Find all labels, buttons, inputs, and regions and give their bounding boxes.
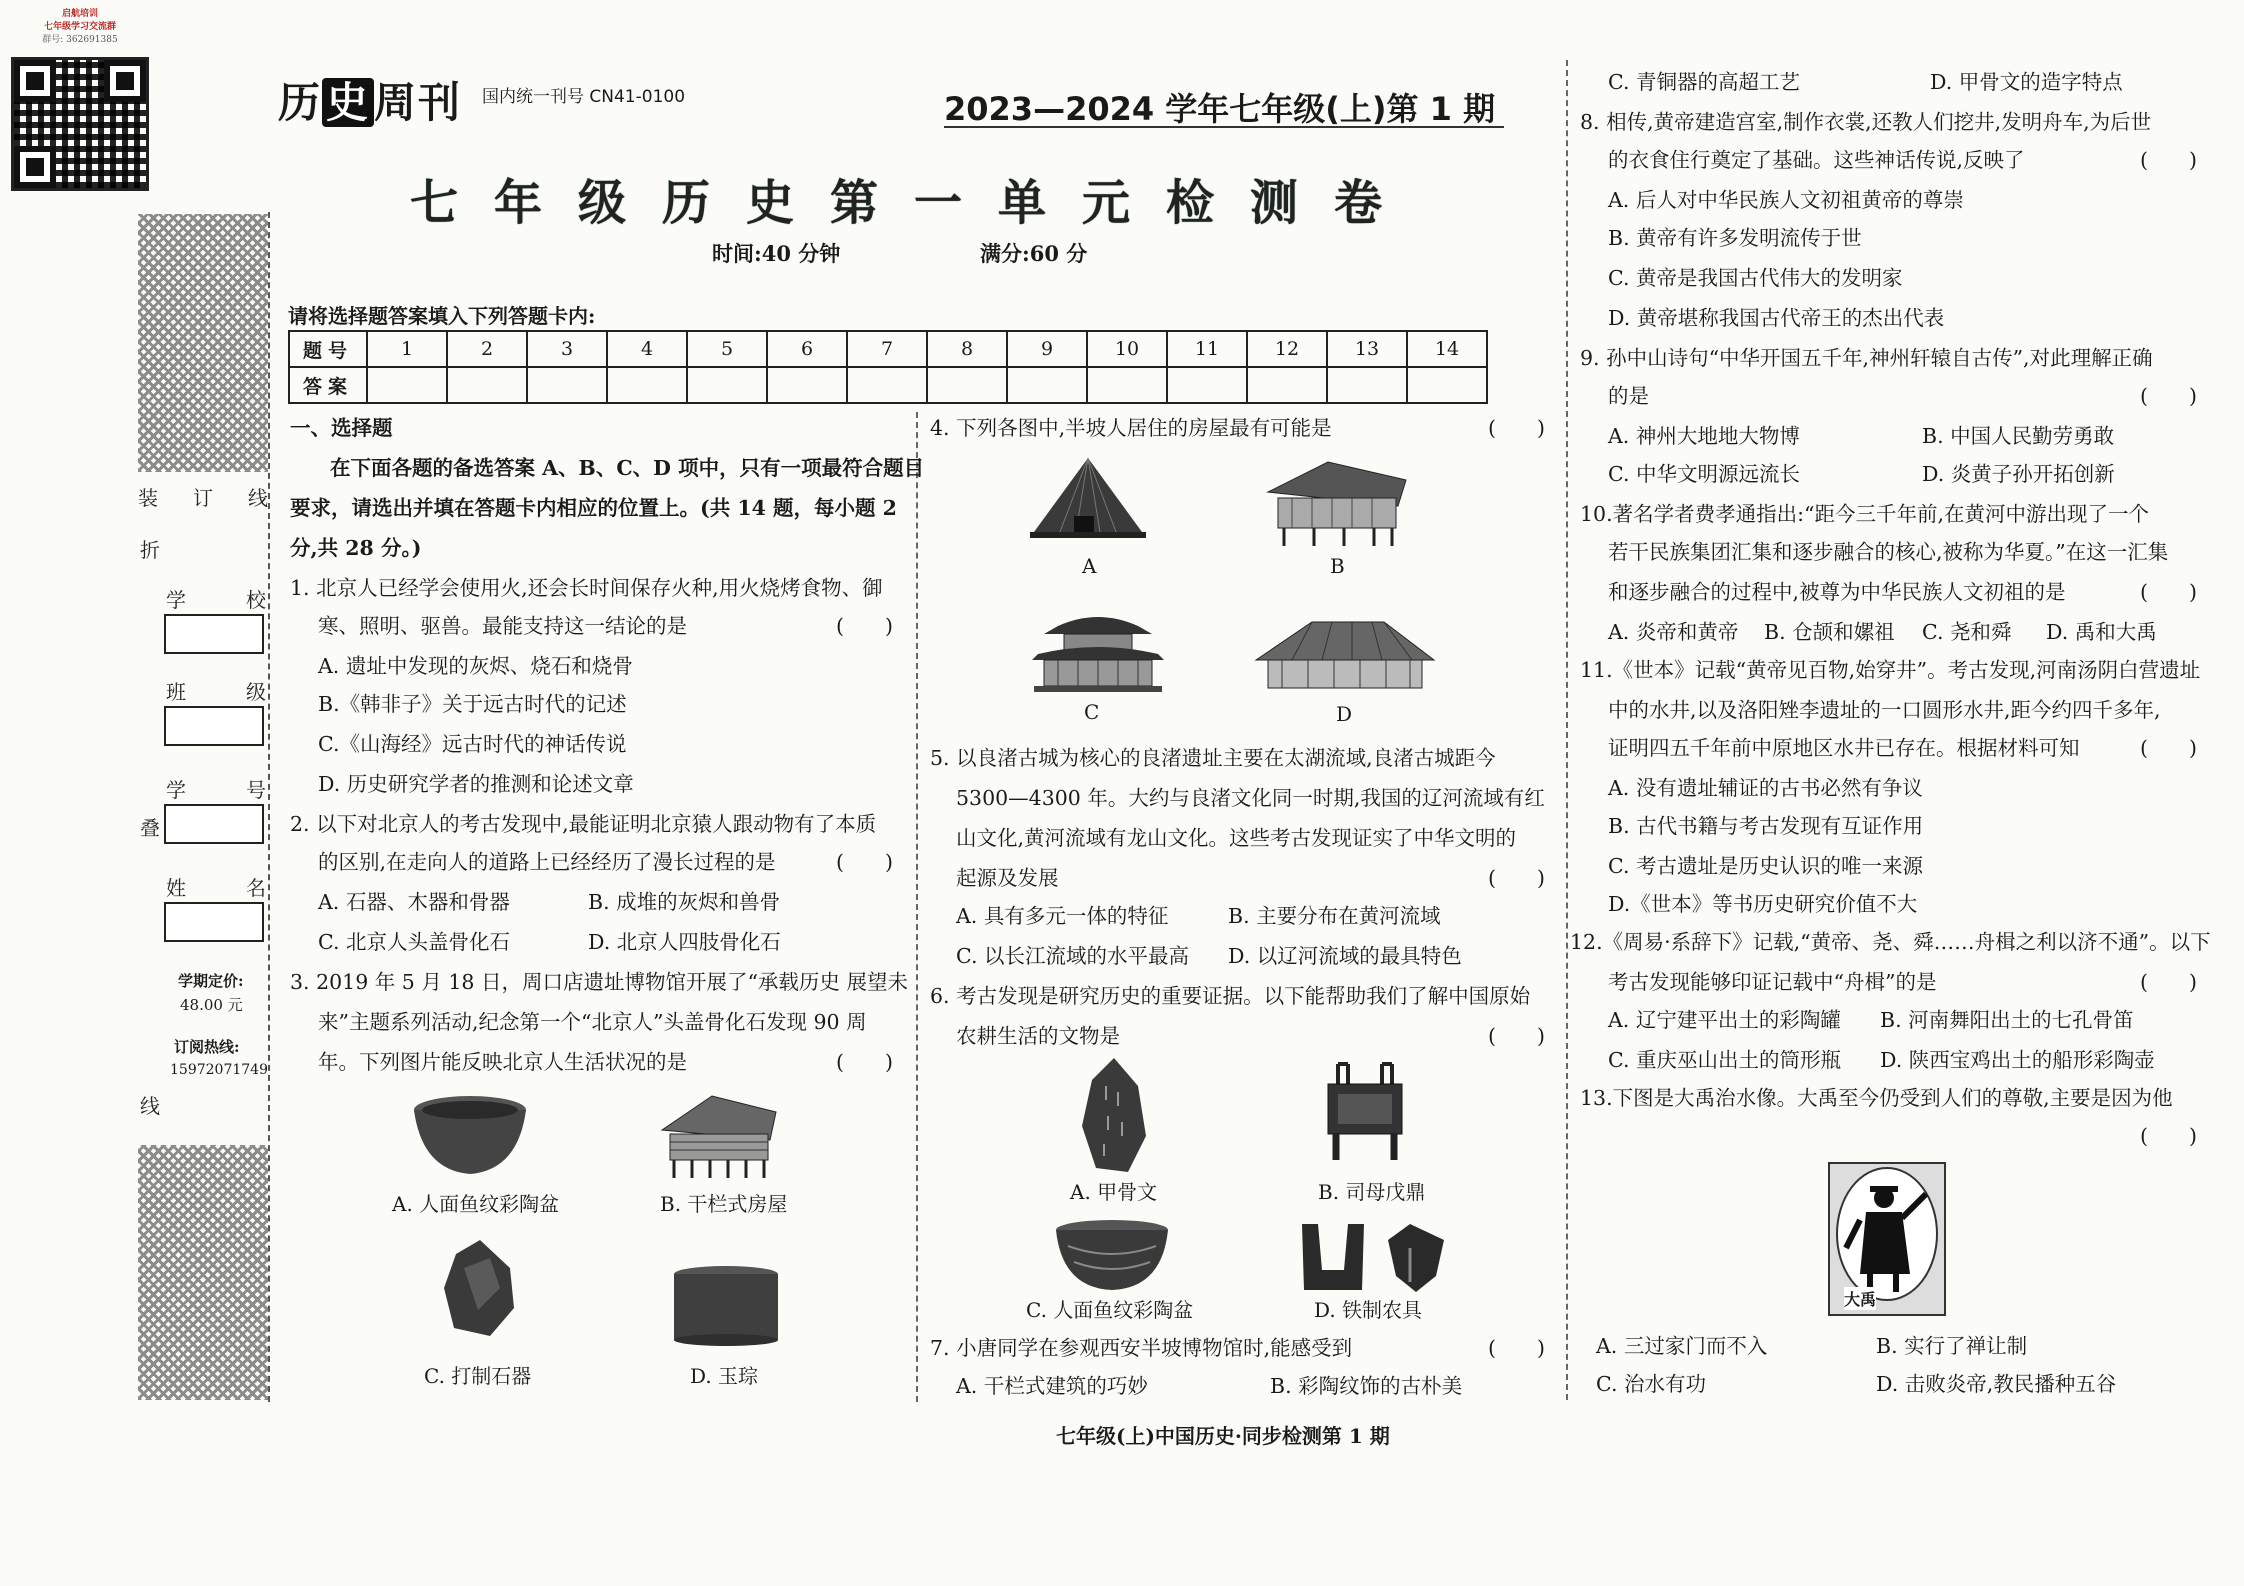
q13-stem: 13.下图是大禹治水像。大禹至今仍受到人们的尊敬,主要是因为他	[1580, 1086, 2173, 1110]
answer-cell[interactable]	[367, 367, 447, 403]
q8-option-b[interactable]: B. 黄帝有许多发明流传于世	[1608, 226, 1862, 250]
q8-stem: 的衣食住行奠定了基础。这些神话传说,反映了	[1608, 148, 2025, 172]
class-field[interactable]	[164, 706, 264, 746]
price: 48.00 元	[180, 996, 243, 1014]
thatched-hut-icon	[1030, 456, 1146, 546]
q5-option-a[interactable]: A. 具有多元一体的特征	[956, 904, 1169, 928]
student-no-label	[166, 774, 266, 803]
school-char-2: 校	[246, 588, 266, 612]
school-label	[166, 584, 266, 613]
q7-paren: ( )	[1488, 1336, 1545, 1360]
q-number: 12	[1247, 331, 1327, 367]
answer-cell[interactable]	[527, 367, 607, 403]
q-number: 2	[447, 331, 527, 367]
q10-stem: 和逐步融合的过程中,被尊为中华民族人文初祖的是	[1608, 580, 2066, 604]
issue-label: 2023—2024 学年七年级(上)第 1 期	[944, 90, 1496, 128]
watermark	[30, 6, 130, 45]
answer-table	[288, 330, 1488, 404]
q1-option-a[interactable]: A. 遗址中发现的灰烬、烧石和烧骨	[318, 654, 633, 678]
q13-paren: ( )	[2140, 1124, 2197, 1148]
q5-stem: 山文化,黄河流域有龙山文化。这些考古发现证实了中华文明的	[956, 826, 1517, 850]
q2-paren: ( )	[836, 850, 893, 874]
page-footer: 七年级(上)中国历史·同步检测第 1 期	[1056, 1424, 1390, 1448]
class-char-1: 班	[166, 680, 186, 704]
q-number: 1	[367, 331, 447, 367]
time-limit: 时间:40 分钟	[712, 241, 841, 266]
q-number: 3	[527, 331, 607, 367]
q10-paren: ( )	[2140, 580, 2197, 604]
q2-option-b[interactable]: B. 成堆的灰烬和兽骨	[588, 890, 781, 914]
q5-option-b[interactable]: B. 主要分布在黄河流域	[1228, 904, 1441, 928]
watermark-line1: 启航培训	[61, 9, 98, 19]
q2-option-a[interactable]: A. 石器、木器和骨器	[318, 890, 510, 914]
watermark-line3: 群号: 362691385	[42, 35, 118, 45]
binding-char-3: 线	[248, 486, 268, 510]
watermark-line2: 七年级学习交流群	[43, 22, 116, 32]
q13-option-a[interactable]: A. 三过家门而不入	[1596, 1334, 1768, 1358]
q9-paren: ( )	[2140, 384, 2197, 408]
iron-farm-tools-icon	[1298, 1220, 1448, 1294]
q-number: 7	[847, 331, 927, 367]
q-number: 6	[767, 331, 847, 367]
logo-char-3: 周刊	[374, 78, 463, 127]
logo-char-1: 历	[278, 78, 323, 127]
logo	[278, 70, 462, 130]
palace-building-icon	[1028, 604, 1168, 694]
q5-stem: 5300—4300 年。大约与良渚文化同一时期,我国的辽河流域有红	[956, 786, 1545, 810]
q11-stem: 证明四五千年前中原地区水井已存在。根据材料可知	[1608, 736, 2080, 760]
stilt-house-icon	[652, 1090, 782, 1182]
q4-stem: 4. 下列各图中,半坡人居住的房屋最有可能是	[930, 416, 1332, 440]
q1-stem: 寒、照明、驱兽。最能支持这一结论的是	[318, 614, 687, 638]
semi-underground-house-icon	[1252, 616, 1438, 696]
q6-option-d[interactable]: D. 铁制农具	[1314, 1298, 1423, 1322]
q2-option-d[interactable]: D. 北京人四肢骨化石	[588, 930, 781, 954]
q12-option-c[interactable]: C. 重庆巫山出土的筒形瓶	[1608, 1048, 1841, 1072]
q1-paren: ( )	[836, 614, 893, 638]
painted-pottery-basin-icon	[412, 1094, 528, 1180]
q9-option-c[interactable]: C. 中华文明源远流长	[1608, 462, 1800, 486]
q2-stem: 的区别,在走向人的道路上已经经历了漫长过程的是	[318, 850, 776, 874]
name-field[interactable]	[164, 902, 264, 942]
q13-option-c[interactable]: C. 治水有功	[1596, 1372, 1706, 1396]
student-no-char-2: 号	[246, 778, 266, 802]
q3-option-a[interactable]: A. 人面鱼纹彩陶盆	[392, 1192, 560, 1216]
column-divider-1	[916, 412, 918, 1402]
q5-paren: ( )	[1488, 866, 1545, 890]
q3-paren: ( )	[836, 1050, 893, 1074]
answer-cell[interactable]	[1167, 367, 1247, 403]
q6-stem: 6. 考古发现是研究历史的重要证据。以下能帮助我们了解中国原始	[930, 984, 1531, 1008]
q-number: 8	[927, 331, 1007, 367]
line-label: 线	[140, 1094, 160, 1118]
page-title: 七年级历史第一单元检测卷	[410, 175, 1419, 231]
q7-option-a[interactable]: A. 干栏式建筑的巧妙	[956, 1374, 1148, 1398]
q1-option-d[interactable]: D. 历史研究学者的推测和论述文章	[318, 772, 634, 796]
answer-cell[interactable]	[1327, 367, 1407, 403]
answer-cell[interactable]	[1007, 367, 1087, 403]
full-score: 满分:60 分	[980, 241, 1088, 266]
binding-pattern-bottom	[138, 1145, 268, 1400]
q7-option-b[interactable]: B. 彩陶纹饰的古朴美	[1270, 1374, 1463, 1398]
section-desc: 要求，请选出并填在答题卡内相应的位置上。(共 14 题，每小题 2	[290, 496, 897, 520]
q3-option-d[interactable]: D. 玉琮	[690, 1364, 759, 1388]
q4-option-d[interactable]: D	[1336, 702, 1353, 726]
yu-statue-image	[1828, 1162, 1946, 1316]
q-number: 4	[607, 331, 687, 367]
q4-option-b[interactable]: B	[1330, 554, 1345, 578]
name-label	[166, 872, 266, 901]
painted-pottery-basin-icon	[1054, 1218, 1170, 1294]
answer-table-row-numbers	[289, 331, 1487, 367]
q12-option-b[interactable]: B. 河南舞阳出土的七孔骨笛	[1880, 1008, 2134, 1032]
q13-option-b[interactable]: B. 实行了禅让制	[1876, 1334, 2028, 1358]
q10-stem: 10.著名学者费孝通指出:“距今三千年前,在黄河中游出现了一个	[1580, 502, 2150, 526]
q3-stem: 年。下列图片能反映北京人生活状况的是	[318, 1050, 687, 1074]
jade-cong-icon	[670, 1264, 782, 1346]
q5-option-d[interactable]: D. 以辽河流域的最具特色	[1228, 944, 1462, 968]
answer-instruction: 请将选择题答案填入下列答题卡内:	[288, 304, 596, 328]
answer-cell[interactable]	[1087, 367, 1167, 403]
school-char-1: 学	[166, 588, 186, 612]
q10-option-b[interactable]: B. 仓颉和嫘祖	[1764, 620, 1895, 644]
answer-cell[interactable]	[1407, 367, 1487, 403]
name-char-1: 姓	[166, 876, 186, 900]
q7-option-d[interactable]: D. 甲骨文的造字特点	[1930, 70, 2123, 94]
q6-option-b[interactable]: B. 司母戊鼎	[1318, 1180, 1426, 1204]
q8-paren: ( )	[2140, 148, 2197, 172]
answer-cell[interactable]	[847, 367, 927, 403]
q2-option-c[interactable]: C. 北京人头盖骨化石	[318, 930, 510, 954]
qr-code-icon	[14, 60, 146, 188]
q6-paren: ( )	[1488, 1024, 1545, 1048]
q6-stem: 农耕生活的文物是	[956, 1024, 1120, 1048]
q-number: 10	[1087, 331, 1167, 367]
binding-line	[268, 212, 270, 1402]
q12-paren: ( )	[2140, 970, 2197, 994]
stilt-house-icon	[1262, 458, 1412, 548]
q-number: 11	[1167, 331, 1247, 367]
price-label: 学期定价:	[178, 972, 244, 990]
issue-underline	[944, 126, 1504, 128]
row-label-answer: 答案	[289, 367, 367, 403]
oracle-bone-icon	[1078, 1056, 1150, 1174]
q11-option-b[interactable]: B. 古代书籍与考古发现有互证作用	[1608, 814, 1924, 838]
q10-option-c[interactable]: C. 尧和舜	[1922, 620, 2012, 644]
q4-paren: ( )	[1488, 416, 1545, 440]
column-divider-2	[1566, 60, 1568, 1400]
hotline: 15972071749	[170, 1062, 268, 1078]
q12-stem: 12.《周易·系辞下》记载,“黄帝、尧、舜……舟楫之利以济不通”。以下	[1570, 930, 2211, 954]
q-number: 5	[687, 331, 767, 367]
binding-label	[138, 482, 268, 511]
q8-stem: 8. 相传,黄帝建造宫室,制作衣裳,还教人们挖井,发明舟车,为后世	[1580, 110, 2152, 134]
q11-stem: 中的水井,以及洛阳矬李遗址的一口圆形水井,距今约四千多年,	[1608, 698, 2161, 722]
class-label	[166, 676, 266, 705]
q-number: 14	[1407, 331, 1487, 367]
answer-cell[interactable]	[1247, 367, 1327, 403]
answer-cell[interactable]	[687, 367, 767, 403]
section-desc: 在下面各题的备选答案 A、B、C、D 项中，只有一项最符合题目	[330, 456, 925, 480]
q13-option-d[interactable]: D. 击败炎帝,教民播种五谷	[1876, 1372, 2117, 1396]
q8-option-c[interactable]: C. 黄帝是我国古代伟大的发明家	[1608, 266, 1903, 290]
answer-cell[interactable]	[447, 367, 527, 403]
student-no-char-1: 学	[166, 778, 186, 802]
q8-option-d[interactable]: D. 黄帝堪称我国古代帝王的杰出代表	[1608, 306, 1945, 330]
q4-option-a[interactable]: A	[1082, 554, 1097, 578]
answer-cell[interactable]	[767, 367, 847, 403]
answer-cell[interactable]	[607, 367, 687, 403]
q4-option-c[interactable]: C	[1084, 700, 1100, 724]
q10-stem: 若干民族集团汇集和逐步融合的核心,被称为华夏。”在这一汇集	[1608, 540, 2169, 564]
q6-option-c[interactable]: C. 人面鱼纹彩陶盆	[1026, 1298, 1194, 1322]
q5-option-c[interactable]: C. 以长江流域的水平最高	[956, 944, 1189, 968]
q6-option-a[interactable]: A. 甲骨文	[1070, 1180, 1158, 1204]
name-char-2: 名	[246, 876, 266, 900]
q12-option-d[interactable]: D. 陕西宝鸡出土的船形彩陶壶	[1880, 1048, 2155, 1072]
chipped-stone-tool-icon	[440, 1238, 520, 1338]
q5-stem: 起源及发展	[956, 866, 1059, 890]
q11-option-d[interactable]: D.《世本》等书历史研究价值不大	[1608, 892, 1918, 916]
q3-option-b[interactable]: B. 干栏式房屋	[660, 1192, 788, 1216]
q9-option-d[interactable]: D. 炎黄子孙开拓创新	[1922, 462, 2115, 486]
hotline-label: 订阅热线:	[174, 1038, 240, 1056]
q1-stem: 1. 北京人已经学会使用火,还会长时间保存火种,用火烧烤食物、御	[290, 576, 883, 600]
q12-stem: 考古发现能够印证记载中“舟楫”的是	[1608, 970, 1937, 994]
q11-paren: ( )	[2140, 736, 2197, 760]
q9-stem: 的是	[1608, 384, 1649, 408]
q1-option-b[interactable]: B.《韩非子》关于远古时代的记述	[318, 692, 627, 716]
binding-pattern-top	[138, 214, 268, 472]
q9-option-b[interactable]: B. 中国人民勤劳勇敢	[1922, 424, 2115, 448]
q11-option-c[interactable]: C. 考古遗址是历史认识的唯一来源	[1608, 854, 1923, 878]
q2-stem: 2. 以下对北京人的考古发现中,最能证明北京猿人跟动物有了本质	[290, 812, 877, 836]
row-label-number: 题号	[289, 331, 367, 367]
q5-stem: 5. 以良渚古城为核心的良渚遗址主要在太湖流域,良渚古城距今	[930, 746, 1496, 770]
section-title: 一、选择题	[290, 416, 393, 440]
q3-option-c[interactable]: C. 打制石器	[424, 1364, 532, 1388]
q10-option-a[interactable]: A. 炎帝和黄帝	[1608, 620, 1739, 644]
overlap-label: 叠	[140, 816, 160, 840]
q-number: 9	[1007, 331, 1087, 367]
q9-option-a[interactable]: A. 神州大地地大物博	[1608, 424, 1800, 448]
cn-code: 国内统一刊号 CN41-0100	[482, 87, 686, 107]
q11-stem: 11.《世本》记载“黄帝见百物,始穿井”。考古发现,河南汤阴白营遗址	[1580, 658, 2201, 682]
q11-option-a[interactable]: A. 没有遗址辅证的古书必然有争议	[1608, 776, 1923, 800]
answer-table-row-answers	[289, 367, 1487, 403]
bronze-ding-icon	[1322, 1060, 1408, 1164]
q1-option-c[interactable]: C.《山海经》远古时代的神话传说	[318, 732, 627, 756]
section-desc: 分,共 28 分。)	[290, 536, 422, 560]
q10-option-d[interactable]: D. 禹和大禹	[2046, 620, 2157, 644]
q7-option-c[interactable]: C. 青铜器的高超工艺	[1608, 70, 1800, 94]
q9-stem: 9. 孙中山诗句“中华开国五千年,神州轩辕自古传”,对此理解正确	[1580, 346, 2153, 370]
q8-option-a[interactable]: A. 后人对中华民族人文初祖黄帝的尊崇	[1608, 188, 1964, 212]
yu-image-label: 大禹	[1844, 1287, 1876, 1310]
logo-char-2: 史	[322, 78, 374, 127]
school-field[interactable]	[164, 614, 264, 654]
binding-char-1: 装	[138, 486, 158, 510]
fold-label: 折	[140, 538, 160, 562]
answer-cell[interactable]	[927, 367, 1007, 403]
q3-stem: 来”主题系列活动,纪念第一个“北京人”头盖骨化石发现 90 周	[318, 1010, 867, 1034]
student-no-field[interactable]	[164, 804, 264, 844]
q-number: 13	[1327, 331, 1407, 367]
q3-stem: 3. 2019 年 5 月 18 日，周口店遗址博物馆开展了“承载历史 展望未	[290, 970, 908, 994]
q12-option-a[interactable]: A. 辽宁建平出土的彩陶罐	[1608, 1008, 1841, 1032]
class-char-2: 级	[246, 680, 266, 704]
q7-stem: 7. 小唐同学在参观西安半坡博物馆时,能感受到	[930, 1336, 1353, 1360]
binding-char-2: 订	[193, 486, 213, 510]
